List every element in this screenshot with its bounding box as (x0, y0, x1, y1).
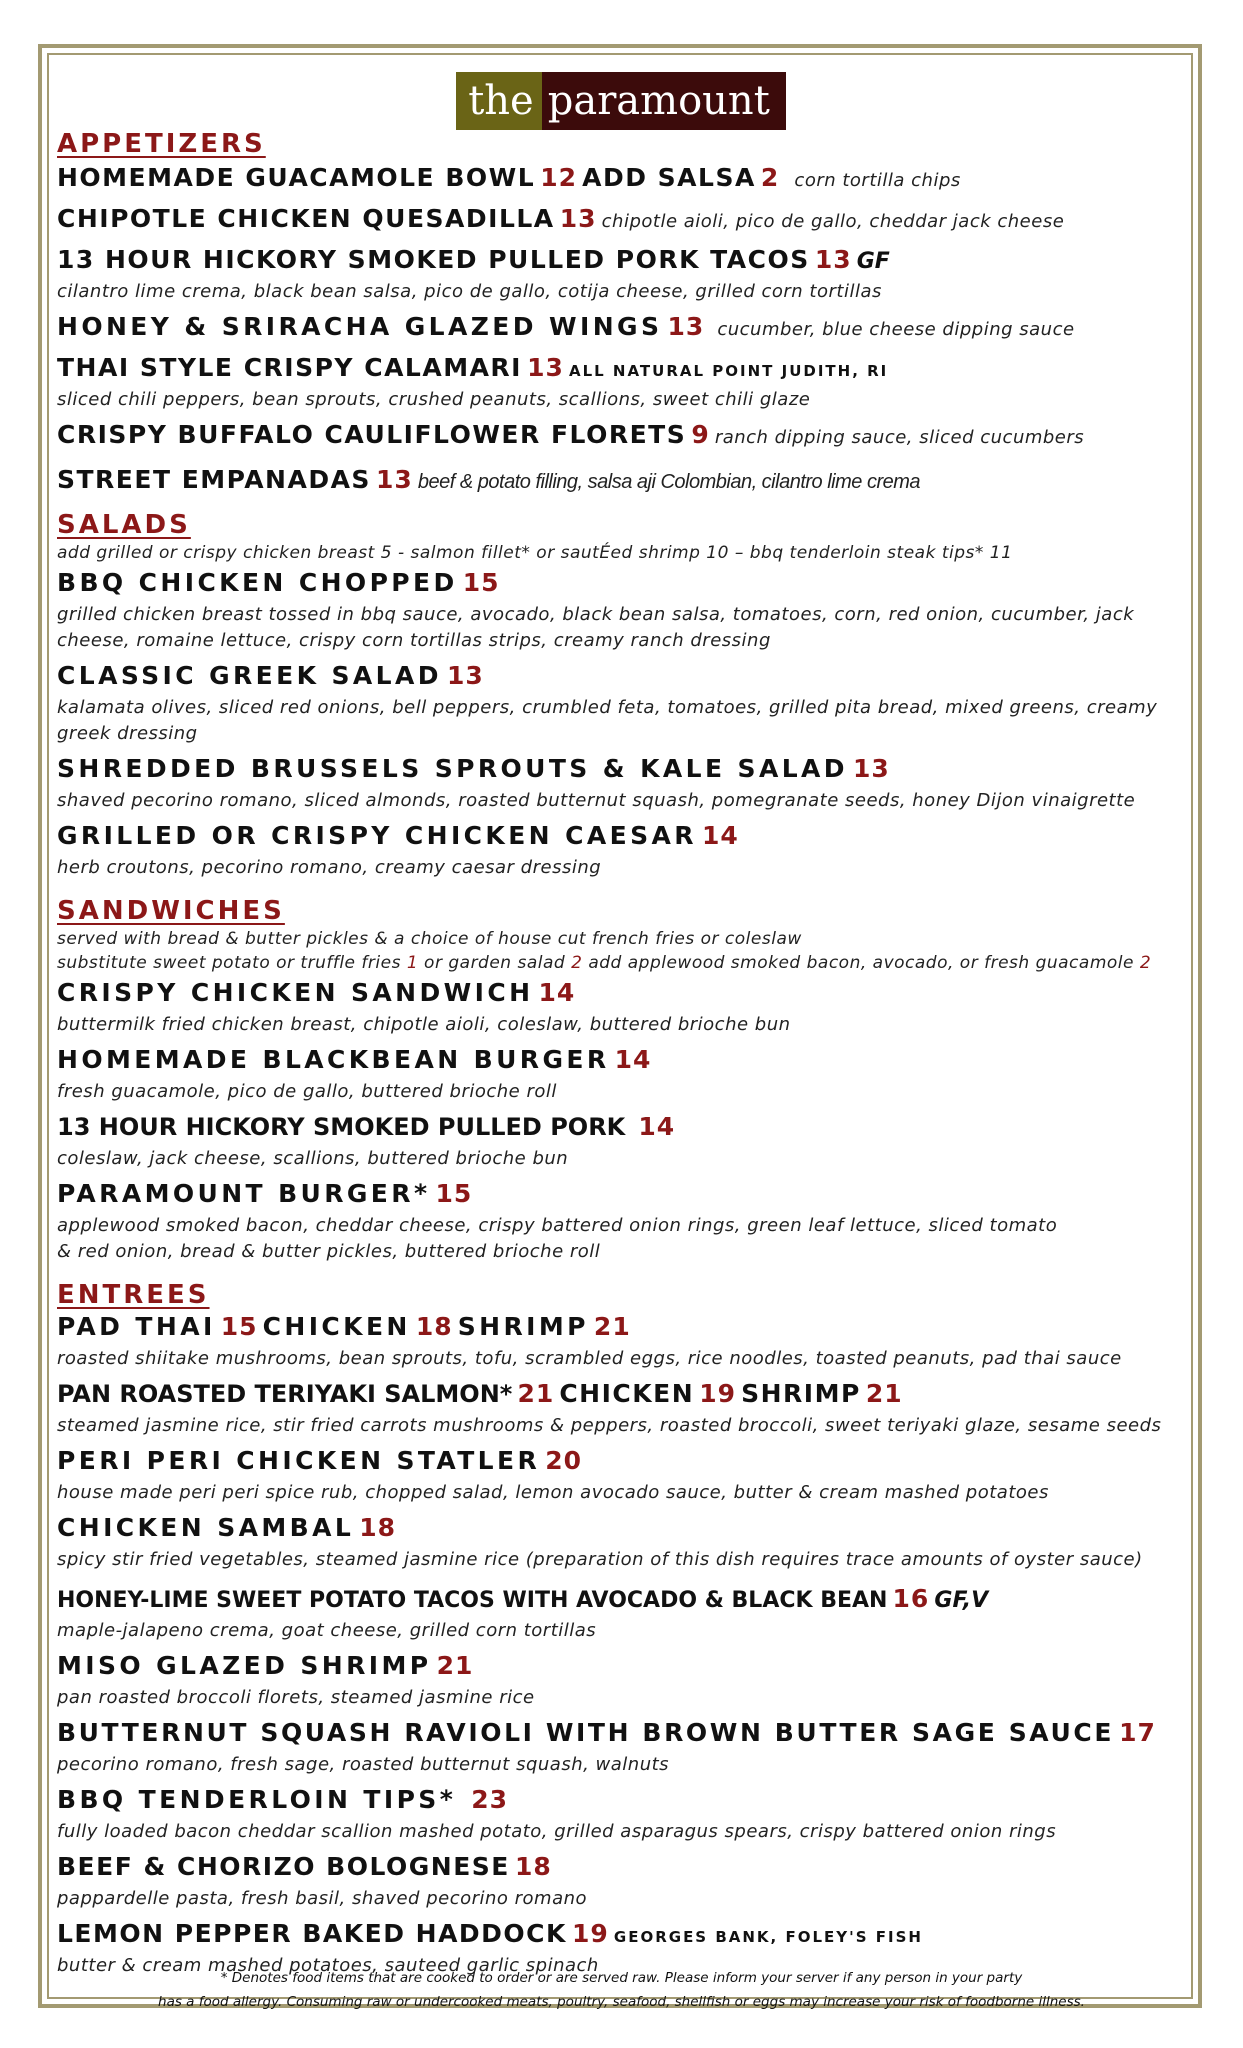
item-price: 21 (436, 1651, 474, 1680)
item-price: 12 (540, 163, 578, 192)
item-name: PARAMOUNT BURGER* (57, 1179, 431, 1208)
item-price: 13 (814, 245, 852, 274)
dietary-tag: GF (856, 249, 890, 274)
item-option-price: 18 (415, 1312, 453, 1341)
menu-item (57, 352, 1185, 413)
entrees-section (57, 1279, 1185, 1979)
item-name: BBQ TENDERLOIN TIPS* (57, 1785, 457, 1814)
item-price: 16 (892, 1584, 930, 1613)
menu-item (57, 753, 1185, 814)
item-inline-desc: chipotle aioli, pico de gallo, cheddar jack cheese (601, 211, 1065, 232)
item-option-name: CHICKEN (262, 1312, 411, 1341)
item-description: butter & cream mashed potatoes, sauteed garlic spinach (57, 1955, 599, 1976)
item-description-cont: cheese, romaine lettuce, crispy corn tortillas strips, creamy ranch dressing (57, 630, 771, 651)
item-price: 13 (667, 312, 705, 341)
logo (57, 72, 1185, 130)
item-description: shaved pecorino romano, sliced almonds, roasted butternut squash, pomegranate seeds, honey Dijon vinaigrette (57, 790, 1136, 811)
item-addon-price: 2 (760, 163, 780, 192)
item-description-cont: greek dressing (57, 723, 198, 744)
item-name: STREET EMPANADAS (57, 465, 371, 494)
menu-item (57, 1445, 1185, 1506)
salads-addon-note: add grilled or crispy chicken breast 5 - salmon fillet* or sautÉed shrimp 10 – bbq tenderloin steak tips* 11 (57, 543, 1013, 563)
item-price: 13 (559, 204, 597, 233)
note-price: 2 (1139, 953, 1152, 973)
item-price: 18 (514, 1852, 552, 1881)
item-description: maple-jalapeno crema, goat cheese, grilled corn tortillas (57, 1620, 597, 1641)
menu-item (57, 419, 1185, 454)
logo-name: paramount (542, 72, 786, 130)
item-price: 13 (446, 661, 484, 690)
section-title-entrees: ENTREES (57, 1280, 210, 1310)
disclaimer-line-2: has a food allergy. Consuming raw or undercooked meats, poultry, seafood, shellfish or eggs may increase your risk of foodborne illness. (158, 1994, 1085, 2010)
logo-the: the (456, 72, 542, 130)
item-name: HOMEMADE BLACKBEAN BURGER (57, 1045, 610, 1074)
item-name: THAI STYLE CRISPY CALAMARI (57, 353, 522, 382)
item-price: 9 (691, 420, 710, 449)
item-name: BEEF & CHORIZO BOLOGNESE (57, 1852, 510, 1881)
item-name: BUTTERNUT SQUASH RAVIOLI WITH BROWN BUTTER SAGE SAUCE (57, 1718, 1115, 1747)
item-description: pan roasted broccoli florets, steamed jasmine rice (57, 1687, 535, 1708)
section-title-appetizers: APPETIZERS (57, 129, 266, 159)
menu-item (57, 1583, 1185, 1644)
item-name: CRISPY CHICKEN SANDWICH (57, 978, 534, 1007)
item-name: HOMEMADE GUACAMOLE BOWL (57, 163, 536, 192)
item-name: LEMON PEPPER BAKED HADDOCK (57, 1919, 567, 1948)
logo-box (456, 72, 786, 130)
item-name: BBQ CHICKEN CHOPPED (57, 568, 458, 597)
menu-item (57, 311, 1185, 346)
menu-item (57, 1311, 1185, 1372)
allergy-disclaimer (0, 1966, 1243, 2014)
item-description: applewood smoked bacon, cheddar cheese, crispy battered onion rings, green leaf lettuce, sliced tomato (57, 1215, 1058, 1236)
section-title-salads: SALADS (57, 510, 191, 540)
item-description: buttermilk fried chicken breast, chipotle aioli, coleslaw, buttered brioche bun (57, 1014, 791, 1035)
menu-item (57, 162, 1185, 197)
note-text: or garden salad (418, 953, 572, 973)
menu-item (57, 820, 1185, 881)
item-price: 18 (359, 1513, 397, 1542)
item-description: spicy stir fried vegetables, steamed jasmine rice (preparation of this dish requires trace amounts of oyster sauce) (57, 1549, 1143, 1570)
menu-item (57, 1784, 1185, 1845)
salads-section (57, 509, 1185, 881)
item-description: roasted shiitake mushrooms, bean sprouts, tofu, scrambled eggs, rice noodles, toasted peanuts, pad thai sauce (57, 1348, 1122, 1369)
item-origin: ALL NATURAL POINT JUDITH, RI (568, 362, 889, 380)
item-description: kalamata olives, sliced red onions, bell peppers, crumbled feta, tomatoes, grilled pita bread, mixed greens, creamy (57, 697, 1158, 718)
menu-item (57, 1178, 1185, 1265)
item-description: coleslaw, jack cheese, scallions, buttered brioche bun (57, 1148, 569, 1169)
item-name: MISO GLAZED SHRIMP (57, 1651, 432, 1680)
item-description: cilantro lime crema, black bean salsa, pico de gallo, cotija cheese, grilled corn tortillas (57, 281, 882, 302)
sandwiches-note: served with bread & butter pickles & a choice of house cut french fries or coleslaw (57, 929, 802, 949)
item-price: 14 (614, 1045, 652, 1074)
item-option-price: 21 (593, 1312, 631, 1341)
menu-item (57, 660, 1185, 747)
item-price: 19 (572, 1919, 609, 1948)
item-name: HONEY-LIME SWEET POTATO TACOS WITH AVOCADO & BLACK BEAN (57, 1588, 888, 1613)
sandwiches-section (57, 895, 1185, 1265)
menu-item (57, 244, 1185, 305)
item-name: CRISPY BUFFALO CAULIFLOWER FLORETS (57, 420, 687, 449)
menu-item (57, 1044, 1185, 1105)
sandwiches-substitute-note (57, 951, 1185, 975)
item-option-name: CHICKEN (559, 1379, 695, 1408)
menu-item (57, 567, 1185, 654)
item-description: pappardelle pasta, fresh basil, shaved pecorino romano (57, 1888, 588, 1909)
item-name: PERI PERI CHICKEN STATLER (57, 1446, 541, 1475)
item-option-name: SHRIMP (457, 1312, 589, 1341)
item-description: steamed jasmine rice, stir fried carrots mushrooms & peppers, roasted broccoli, sweet teriyaki glaze, sesame seeds (57, 1415, 1162, 1436)
item-origin: GEORGES BANK, FOLEY'S FISH (613, 1928, 923, 1946)
item-inline-desc: corn tortilla chips (794, 170, 961, 191)
item-description: herb croutons, pecorino romano, creamy caesar dressing (57, 857, 602, 878)
item-price: 14 (638, 1112, 676, 1141)
item-inline-desc: ranch dipping sauce, sliced cucumbers (714, 427, 1085, 448)
item-price: 23 (471, 1785, 509, 1814)
menu-item (57, 1650, 1185, 1711)
item-option-price: 19 (699, 1379, 737, 1408)
item-price: 13 (853, 754, 890, 783)
item-price: 15 (462, 568, 500, 597)
item-description: fresh guacamole, pico de gallo, buttered brioche roll (57, 1081, 557, 1102)
item-name: PAD THAI (57, 1312, 216, 1341)
menu-item (57, 203, 1185, 238)
note-price: 2 (571, 953, 583, 973)
menu-item (57, 464, 1185, 499)
item-description: fully loaded bacon cheddar scallion mashed potato, grilled asparagus spears, crispy battered onion rings (57, 1821, 1057, 1842)
item-option-price: 21 (865, 1379, 903, 1408)
menu-content (57, 72, 1185, 1979)
menu-item (57, 1717, 1185, 1778)
item-price: 14 (538, 978, 576, 1007)
note-text: add applewood smoked bacon, avocado, or fresh guacamole (582, 953, 1140, 973)
item-description: sliced chili peppers, bean sprouts, crushed peanuts, scallions, sweet chili glaze (57, 389, 811, 410)
item-name: 13 HOUR HICKORY SMOKED PULLED PORK (57, 1113, 626, 1141)
item-inline-desc: beef & potato filling, salsa aji Colombian, cilantro lime crema (417, 471, 921, 493)
item-price: 15 (435, 1179, 473, 1208)
disclaimer-line-1: * Denotes food items that are cooked to order or are served raw. Please inform your server if any person in your party (220, 1970, 1023, 1986)
dietary-tag: GF,V (934, 1588, 989, 1613)
menu-item (57, 1512, 1185, 1573)
menu-item (57, 1851, 1185, 1912)
item-price: 21 (517, 1379, 555, 1408)
item-name: CLASSIC GREEK SALAD (57, 661, 442, 690)
item-name: GRILLED OR CRISPY CHICKEN CAESAR (57, 821, 697, 850)
item-description: grilled chicken breast tossed in bbq sauce, avocado, black bean salsa, tomatoes, corn, red onion, cucumber, jack (57, 604, 1135, 625)
item-price: 17 (1119, 1718, 1156, 1747)
item-name: CHIPOTLE CHICKEN QUESADILLA (57, 204, 555, 233)
item-price: 13 (376, 465, 413, 494)
item-option-name: SHRIMP (741, 1379, 861, 1408)
item-name: SHREDDED BRUSSELS SPROUTS & KALE SALAD (57, 754, 848, 783)
item-name: CHICKEN SAMBAL (57, 1513, 355, 1542)
item-addon-name: ADD SALSA (582, 163, 756, 192)
item-description-cont: & red onion, bread & butter pickles, buttered brioche roll (57, 1241, 601, 1262)
menu-item (57, 1378, 1185, 1439)
item-description: house made peri peri spice rub, chopped salad, lemon avocado sauce, butter & cream mashed potatoes (57, 1482, 1049, 1503)
menu-item (57, 977, 1185, 1038)
appetizers-section (57, 128, 1185, 499)
item-price: 15 (220, 1312, 258, 1341)
item-price: 13 (527, 353, 564, 382)
item-inline-desc: cucumber, blue cheese dipping sauce (717, 319, 1075, 340)
item-price: 14 (701, 821, 739, 850)
menu-item (57, 1111, 1185, 1172)
note-price: 1 (406, 953, 419, 973)
item-price: 20 (545, 1446, 583, 1475)
item-description: pecorino romano, fresh sage, roasted butternut squash, walnuts (57, 1754, 670, 1775)
section-title-sandwiches: SANDWICHES (57, 896, 285, 926)
item-name: HONEY & SRIRACHA GLAZED WINGS (57, 312, 663, 341)
note-text: substitute sweet potato or truffle fries (57, 953, 407, 973)
item-name: PAN ROASTED TERIYAKI SALMON* (57, 1380, 513, 1408)
item-name: 13 HOUR HICKORY SMOKED PULLED PORK TACOS (57, 245, 810, 274)
